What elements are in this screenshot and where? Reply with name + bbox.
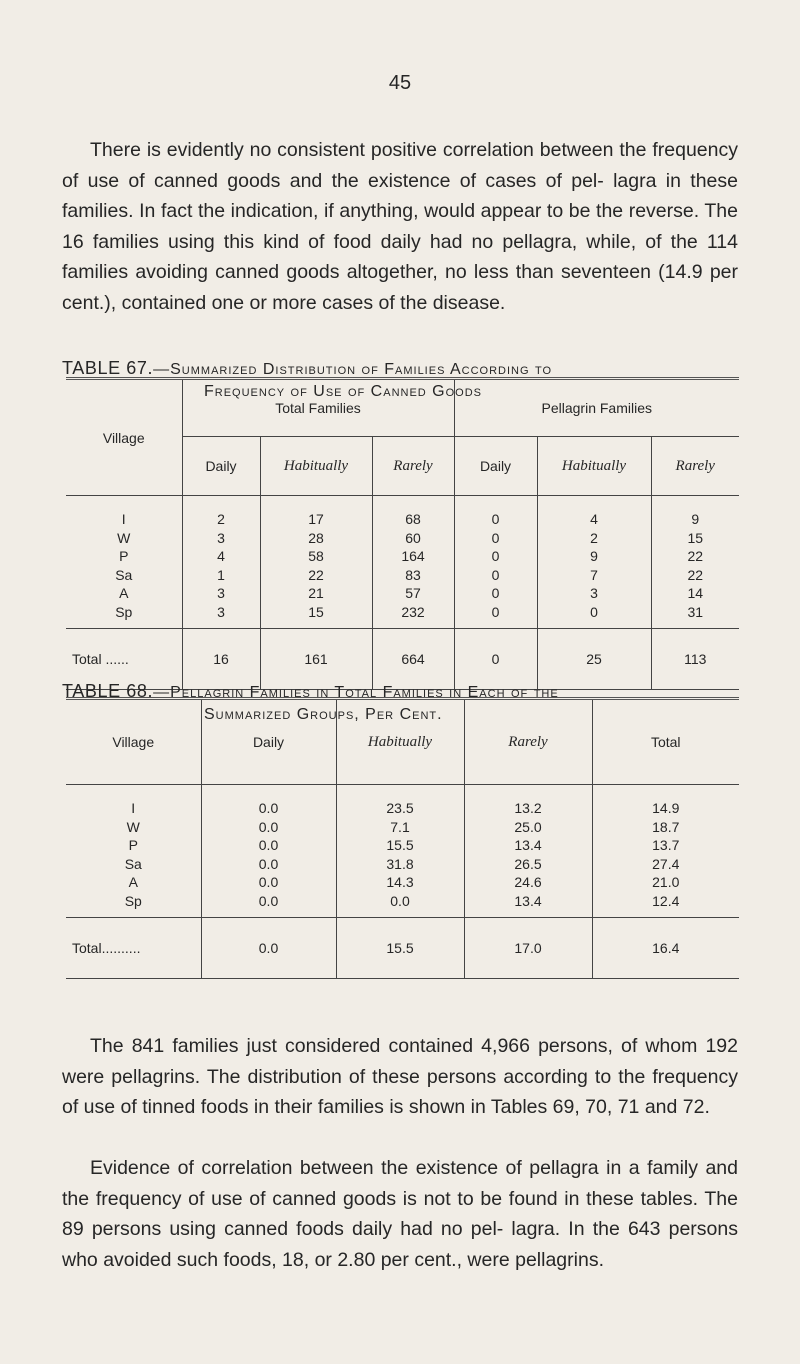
header-total-rarely: Rarely [372,437,454,496]
total-cell: 113 [651,629,739,690]
header-rarely: Rarely [464,699,592,785]
village-column: I W P Sa A Sp [124,800,142,909]
total-cell: 0 [454,629,537,690]
header-total-families: Total Families [182,379,454,437]
paragraph-2: The 841 families just considered contained 4,966 persons, of whom 192 were pellagrins. The distribution of these persons according to the frequency of use of tinned foods in their families is shown in Tables 69, 70, 71 and 72. [62,1035,738,1119]
village-column: I W P Sa A Sp [115,511,133,620]
total-cell: 161 [260,629,372,690]
table-68 [66,697,739,979]
total-cell: 25 [537,629,651,690]
habitually-column: 23.5 7.1 15.5 31.8 14.3 0.0 [336,785,464,918]
page-number: 45 [388,72,412,94]
daily-column: 0.0 0.0 0.0 0.0 0.0 0.0 [201,785,336,918]
table-67-title-line1: —Summarized Distribution of Families According to [153,361,553,378]
total-cell: 0.0 [201,918,336,979]
header-total-daily: Daily [182,437,260,496]
total-cell: 15.5 [336,918,464,979]
table-68-label: TABLE 68. [62,681,154,701]
header-pellagrin-daily: Daily [454,437,537,496]
header-daily: Daily [201,699,336,785]
total-label: Total ...... [66,629,182,690]
total-cell: 664 [372,629,454,690]
header-total: Total [592,699,739,785]
table-68-title-line2: Summarized Groups, Per Cent. [204,706,443,723]
total-cell: 16.4 [592,918,739,979]
table-67 [66,377,739,690]
pellagrin-habitually-column: 4 2 9 7 3 0 [537,496,651,629]
header-pellagrin-habitually: Habitually [537,437,651,496]
table-67-label: TABLE 67. [62,358,154,378]
pellagrin-daily-column: 0 0 0 0 0 0 [454,496,537,629]
header-pellagrin-rarely: Rarely [651,437,739,496]
header-habitually: Habitually [336,699,464,785]
pellagrin-rarely-column: 9 15 22 22 14 31 [651,496,739,629]
total-column: 14.9 18.7 13.7 27.4 21.0 12.4 [592,785,739,918]
total-habitually-column: 17 28 58 22 21 15 [260,496,372,629]
table-67-title-line2: Frequency of Use of Canned Goods [204,383,483,400]
total-cell: 16 [182,629,260,690]
header-total-habitually: Habitually [260,437,372,496]
total-rarely-column: 68 60 164 83 57 232 [372,496,454,629]
table-68-title-line1: —Pellagrin Families in Total Families in Each of the [153,684,559,701]
table-row [66,918,739,979]
paragraph-3: Evidence of correlation between the existence of pellagra in a family and the frequency of use of canned goods is not to be found in these tables. The 89 persons using canned foods daily had no pel- lagra. In the 643 persons who avoided such foods, 18, or 2.80 per cent., were pellagrins. [62,1157,738,1271]
total-label: Total.......... [66,918,201,979]
header-village: Village [102,429,145,446]
header-pellagrin-families: Pellagrin Families [454,379,739,437]
total-cell: 17.0 [464,918,592,979]
rarely-column: 13.2 25.0 13.4 26.5 24.6 13.4 [464,785,592,918]
header-village: Village [112,734,155,750]
paragraph-1: There is evidently no consistent positive correlation between the frequency of use of canned goods and the existence of cases of pel- lagra in these families. In fact the indication, if anything, would appear to be the reverse. The 16 families using this kind of food daily had no pellagra, while, of the 114 families avoiding canned goods altogether, no less than seventeen (14.9 per cent.), contained one or more cases of the disease. [62,139,738,314]
total-daily-column: 2 3 4 1 3 3 [182,496,260,629]
